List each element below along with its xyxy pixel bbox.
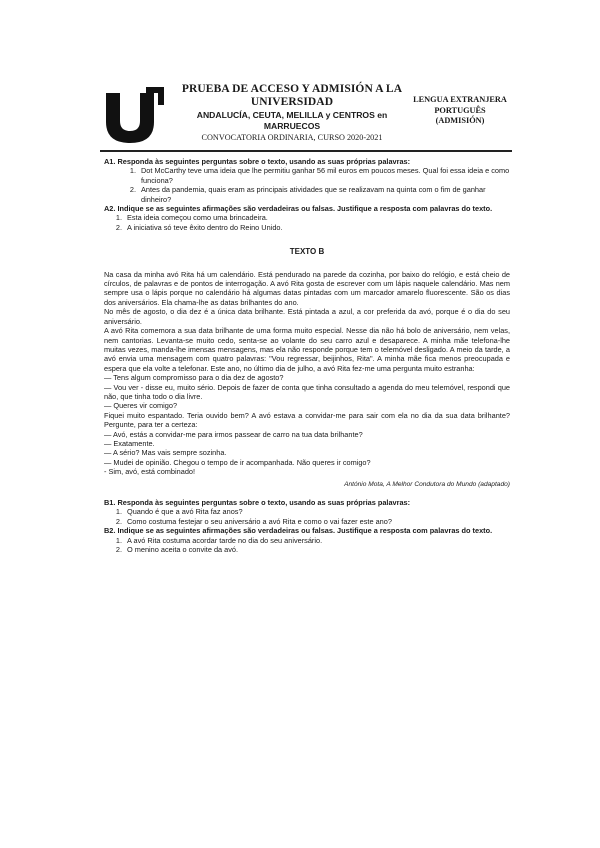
- texto-b-dialogue-7: — Mudei de opinião. Chegou o tempo de ir acompanhada. Não queres ir comigo?: [104, 457, 371, 467]
- b2-item-2: [108, 545, 510, 554]
- texto-b-dialogue-2: — Vou ver - disse eu, muito sério. Depois de fazer de conta que tinha consultado a agenda do meu telemóvel, respondi que não, que tinha todo o dia livre.: [104, 382, 510, 401]
- texto-b-citation: António Mota, A Melhor Condutora do Mundo (adaptado): [344, 480, 510, 488]
- a2-item-1: [108, 213, 510, 222]
- a2-list: [104, 213, 510, 232]
- texto-b-dialogue-8: - Sim, avó, está combinado!: [104, 467, 196, 477]
- university-logo-icon: [104, 87, 164, 143]
- b1-item-2: [108, 517, 510, 526]
- texto-b-title: TEXTO B: [289, 247, 325, 257]
- subject-line2: PORTUGUÊS: [434, 105, 486, 115]
- exam-subject-block: [406, 95, 514, 127]
- header-divider: [100, 150, 512, 152]
- a1-item-2-text: Antes da pandemia, quais eram as principais atividades que se realizavam na quinta com o fim de ganhar dinheiro?: [141, 185, 486, 204]
- b2-item-2-text: O menino aceita o convite da avó.: [127, 545, 239, 555]
- a1-item-1-num: 1.: [129, 166, 136, 176]
- b1-item-2-text: Como costuma festejar o seu aniversário a avó Rita e como o vai fazer este ano?: [127, 516, 392, 526]
- question-b1: B1. Responda às seguintes perguntas sobre o texto, usando as suas próprias palavras:: [104, 498, 411, 507]
- texto-b-dialogue-3: — Queres vir comigo?: [104, 401, 178, 411]
- exam-header: [100, 83, 510, 149]
- exam-title-line1: PRUEBA DE ACCESO Y ADMISIÓN A LA: [181, 83, 403, 95]
- exam-title-block: [174, 83, 410, 143]
- texto-b-paragraph-1: Na casa da minha avó Rita há um calendário. Está pendurado na parede da cozinha, por baixo do relógio, e está cheio de círculos, de palavras e de pontos de interrogação. A avó Rita gosta de escrever com um lápis naquele calendário. Mas nem sempre usa o lápis porque no calendário há algumas datas pintadas com um marcador amarelo fluorescente. São os dias dos aniversários. Ela chama-lhe as datas brilhantes do ano.: [104, 269, 510, 307]
- question-b2: B2. Indique se as seguintes afirmações são verdadeiras ou falsas. Justifique a resposta com palavras do texto.: [104, 526, 493, 536]
- a1-item-2: [122, 185, 510, 204]
- texto-b-paragraph-3: A avó Rita comemora a sua data brilhante de uma forma muito especial. Nesse dia não há bolo de aniversário, nem velas, nem cantorias. Levanta-se muito cedo, senta-se ao volante do seu carro azul e desaparece. A minha mãe telefona-lhe muitas vezes, manda-lhe imensas mensagens, mas ela não responde porque tem o telemóvel desligado. A meio da tarde, a avó envia uma mensagem com quatro palavras: "Vou regressar, beijinhos, Rita". A minha mãe fica menos preocupada e espera que ela volte a telefonar. Este ano, no último dia de julho, a avó Rita fez-me uma pergunta muito estranha:: [104, 326, 510, 373]
- texto-b-dialogue-4: — Avó, estás a convidar-me para irmos passear de carro na tua data brilhante?: [104, 429, 363, 439]
- a2-item-2: [108, 223, 510, 232]
- b2-item-1-num: 1.: [115, 535, 122, 545]
- subject-line1: LENGUA EXTRANJERA: [413, 95, 507, 104]
- exam-region: ANDALUCÍA, CEUTA, MELILLA y CENTROS en MARRUECOS: [196, 110, 388, 131]
- b2-item-1: [108, 536, 510, 545]
- b1-item-1-num: 1.: [115, 507, 122, 517]
- texto-b-body: [104, 270, 510, 477]
- a1-item-1: [122, 166, 510, 185]
- texto-b-paragraph-2: No mês de agosto, o dia dez é a única data brilhante. Está pintada a azul, a cor preferida da avó, porque é o dia do seu aniversário.: [104, 307, 510, 326]
- a1-item-1-text: Dot McCarthy teve uma ideia que lhe permitiu ganhar 56 mil euros em poucos meses. Qual foi essa ideia e como funciona?: [141, 166, 510, 185]
- a1-item-2-num: 2.: [129, 185, 136, 195]
- texto-b-dialogue-1: — Tens algum compromisso para o dia dez de agosto?: [104, 373, 284, 383]
- a2-item-2-num: 2.: [115, 222, 122, 232]
- a2-item-1-text: Esta ideia começou como uma brincadeira.: [127, 213, 268, 223]
- question-a2: A2. Indique se as seguintes afirmações são verdadeiras ou falsas. Justifique a resposta com palavras do texto.: [104, 204, 493, 214]
- question-a1: A1. Responda às seguintes perguntas sobre o texto, usando as suas próprias palavras:: [104, 157, 411, 166]
- a2-item-2-text: A iniciativa só teve êxito dentro do Reino Unido.: [127, 222, 283, 232]
- a1-list: [104, 166, 510, 204]
- exam-content: [104, 157, 510, 554]
- b1-item-2-num: 2.: [115, 516, 122, 526]
- b1-item-1-text: Quando é que a avó Rita faz anos?: [127, 507, 243, 517]
- texto-b-paragraph-4: Fiquei muito espantado. Teria ouvido bem? A avó estava a convidar-me para sair com ela no dia da sua data brilhante? Pergunte, para ter a certeza:: [104, 410, 510, 430]
- exam-convocatoria: CONVOCATORIA ORDINARIA, CURSO 2020-2021: [201, 133, 383, 142]
- a2-item-1-num: 1.: [115, 213, 122, 223]
- b2-item-1-text: A avó Rita costuma acordar tarde no dia do seu aniversário.: [127, 535, 323, 545]
- b1-list: [104, 507, 510, 526]
- b1-item-1: [108, 507, 510, 516]
- texto-b-dialogue-6: — A sério? Mas vais sempre sozinha.: [104, 448, 227, 458]
- b2-list: [104, 536, 510, 555]
- subject-line3: (ADMISIÓN): [435, 116, 485, 125]
- exam-title-line2: UNIVERSIDAD: [250, 96, 334, 108]
- b2-item-2-num: 2.: [115, 545, 122, 555]
- texto-b-dialogue-5: — Exatamente.: [104, 438, 155, 448]
